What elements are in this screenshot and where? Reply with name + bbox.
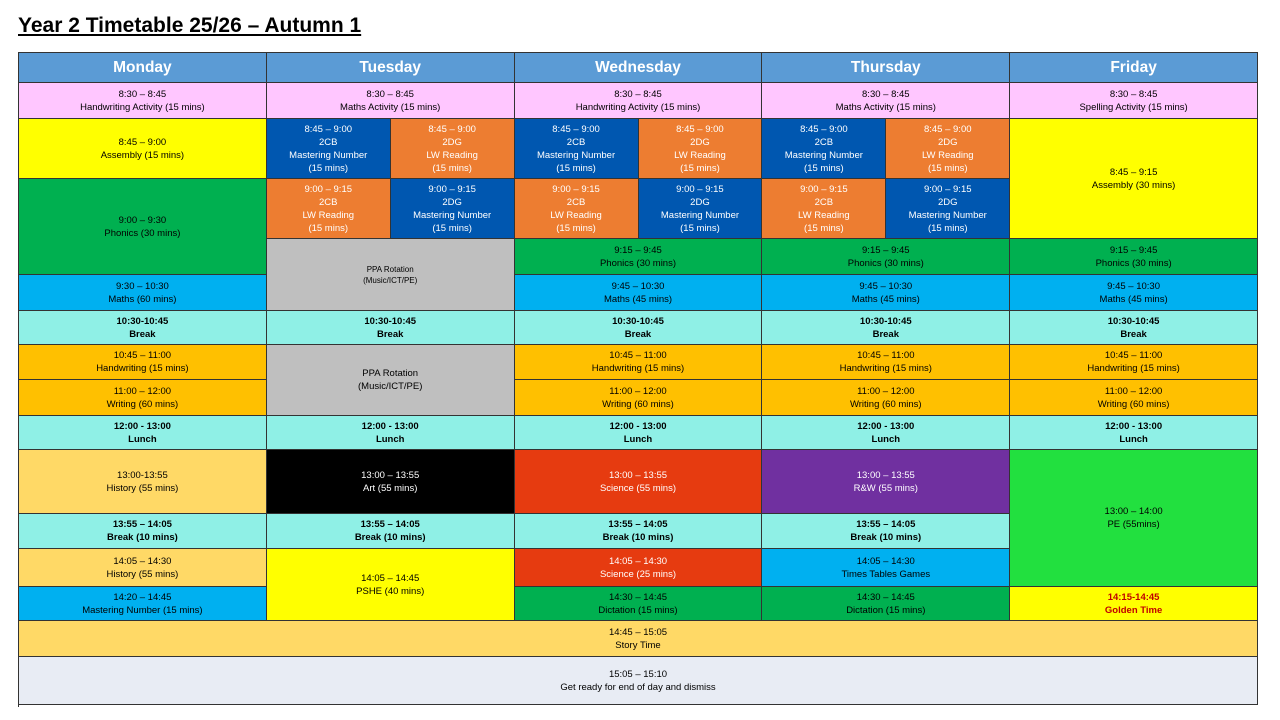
slot-wed-lunch [515, 416, 763, 450]
slot-activity: Mastering Number [536, 149, 616, 161]
slot-time: 13:55 – 14:05 [608, 519, 668, 530]
slot-activity: Get ready for end of day and dismiss [560, 681, 716, 693]
slot-time: 9:00 – 9:15 [552, 183, 600, 195]
slot-class: 2DG [442, 196, 462, 208]
slot-tue-2dg-0845 [391, 119, 515, 179]
slot-activity: Phonics (30 mins) [599, 257, 676, 269]
slot-thu-lunch [762, 416, 1010, 450]
slot-time: 9:15 – 9:45 [862, 244, 910, 256]
slot-time: 13:00 – 14:00 [1104, 506, 1163, 517]
slot-time: 12:00 - 13:00 [113, 420, 171, 432]
slot-time: 9:00 – 9:15 [428, 183, 476, 195]
slot-activity: Mastering Number [413, 209, 492, 221]
slot-time: 9:00 – 9:15 [923, 183, 972, 195]
slot-tue-break [267, 311, 515, 345]
slot-activity: Break [129, 328, 156, 340]
slot-time: 14:15-14:45 [1107, 591, 1160, 603]
slot-time: 10:45 – 11:00 [1104, 350, 1163, 361]
slot-activity: Maths (60 mins) [108, 293, 177, 305]
slot-time: 9:00 – 9:15 [304, 183, 353, 195]
slot-wed-break2 [515, 514, 763, 549]
slot-activity: Writing (60 mins) [849, 398, 922, 410]
slot-activity: Mastering Number [660, 209, 740, 221]
slot-activity: Handwriting (15 mins) [96, 363, 189, 374]
slot-time: 10:30-10:45 [1107, 315, 1160, 327]
slot-time: 10:30-10:45 [612, 315, 664, 327]
slot-time: 14:05 – 14:30 [608, 555, 668, 567]
slot-detail: (Music/ICT/PE) [358, 381, 423, 392]
slot-time: 14:30 – 14:45 [608, 591, 668, 603]
slot-time: 8:30 – 8:45 [366, 88, 414, 100]
slot-activity: Handwriting (15 mins) [839, 363, 932, 374]
slot-activity: Assembly (30 mins) [1091, 179, 1176, 191]
slot-activity: LW Reading [674, 149, 726, 161]
header-tuesday: Tuesday [267, 53, 515, 83]
slot-activity: Phonics (30 mins) [104, 227, 181, 239]
slot-fri-0830 [1010, 83, 1258, 119]
slot-duration: (15 mins) [308, 162, 349, 174]
slot-activity: Break (10 mins) [354, 532, 426, 543]
slot-time: 13:00 – 13:55 [608, 469, 668, 481]
slot-time: 14:20 – 14:45 [113, 591, 172, 603]
slot-time: 13:55 – 14:05 [112, 519, 172, 530]
slot-time: 12:00 - 13:00 [609, 420, 667, 432]
header-wednesday: Wednesday [515, 53, 763, 83]
slot-fri-writing [1010, 380, 1258, 416]
slot-time: 14:05 – 14:30 [856, 555, 915, 567]
slot-wed-break [515, 311, 763, 345]
slot-activity: Break [376, 328, 404, 340]
slot-detail: (Music/ICT/PE) [363, 275, 418, 285]
slot-class: 2CB [566, 196, 586, 208]
slot-wed-0830 [515, 83, 763, 119]
slot-activity: Lunch [871, 433, 901, 445]
slot-thu-break2 [762, 514, 1010, 549]
slot-time: 13:00-13:55 [117, 469, 168, 481]
slot-fri-phonics [1010, 239, 1258, 275]
slot-mon-0830 [19, 83, 267, 119]
slot-mon-phonics [19, 179, 267, 275]
slot-duration: (15 mins) [927, 222, 968, 234]
slot-tue-pshe [267, 549, 515, 621]
slot-activity: PSHE (40 mins) [356, 585, 425, 597]
header-friday: Friday [1010, 53, 1258, 83]
slot-fri-maths [1010, 275, 1258, 311]
slot-time: 12:00 - 13:00 [1105, 420, 1163, 432]
slot-activity: Science (25 mins) [599, 568, 676, 580]
slot-wed-handwriting [515, 345, 763, 380]
slot-time: 8:45 – 9:00 [923, 123, 972, 135]
slot-activity: PE (55mins) [1107, 519, 1160, 530]
slot-activity: PPA Rotation [362, 368, 419, 379]
slot-time: 9:15 – 9:45 [1109, 244, 1158, 256]
slot-mon-history2 [19, 549, 267, 587]
header-monday: Monday [19, 53, 267, 83]
slot-thu-phonics [762, 239, 1010, 275]
slot-activity: Handwriting Activity (15 mins) [80, 101, 205, 113]
slot-wed-2dg-0900 [639, 179, 763, 239]
timetable-grid [18, 52, 1258, 707]
slot-fri-assembly [1010, 119, 1258, 239]
slot-activity: Mastering Number [784, 149, 863, 161]
slot-dismiss [19, 657, 1258, 705]
slot-time: 8:45 – 9:00 [118, 136, 167, 148]
slot-activity: Lunch [375, 433, 405, 445]
slot-mon-break [19, 311, 267, 345]
slot-activity: History (55 mins) [106, 482, 179, 494]
slot-time: 12:00 - 13:00 [857, 420, 915, 432]
slot-fri-golden-time [1010, 587, 1258, 621]
slot-activity: Lunch [623, 433, 653, 445]
slot-duration: (15 mins) [680, 162, 720, 174]
slot-activity: Handwriting (15 mins) [1087, 363, 1180, 374]
slot-class: 2CB [814, 196, 834, 208]
slot-thu-2cb-0845 [762, 119, 886, 179]
slot-thu-writing [762, 380, 1010, 416]
slot-activity: Writing (60 mins) [1097, 398, 1170, 410]
slot-tue-2cb-0845 [267, 119, 391, 179]
slot-activity: Lunch [1119, 433, 1148, 445]
slot-fri-break [1010, 311, 1258, 345]
slot-activity: Maths Activity (15 mins) [835, 101, 936, 113]
slot-activity: Break [1120, 328, 1147, 340]
slot-duration: (15 mins) [927, 162, 968, 174]
slot-activity: Mastering Number (15 mins) [82, 604, 203, 616]
slot-thu-rw [762, 450, 1010, 514]
slot-time: 11:00 – 12:00 [113, 385, 172, 397]
slot-time: 11:00 – 12:00 [609, 385, 667, 397]
slot-tue-art [267, 450, 515, 514]
slot-activity: History (55 mins) [106, 568, 179, 580]
slot-fri-lunch [1010, 416, 1258, 450]
slot-tue-ppa-am [267, 239, 515, 311]
slot-activity: LW Reading [426, 149, 478, 161]
slot-activity: Break [624, 328, 652, 340]
slot-time: 14:05 – 14:30 [113, 555, 172, 567]
slot-class: 2DG [937, 196, 958, 208]
slot-activity: Dictation (15 mins) [846, 604, 926, 616]
slot-duration: (15 mins) [556, 222, 596, 234]
slot-time: 8:30 – 8:45 [118, 88, 167, 100]
slot-time: 10:30-10:45 [364, 315, 417, 327]
slot-activity: Spelling Activity (15 mins) [1079, 101, 1188, 113]
slot-activity: Writing (60 mins) [106, 398, 179, 410]
slot-activity: Break (10 mins) [602, 532, 674, 543]
slot-activity: Phonics (30 mins) [847, 257, 924, 269]
slot-thu-times-tables [762, 549, 1010, 587]
slot-class: 2DG [442, 136, 462, 148]
slot-time: 8:30 – 8:45 [614, 88, 662, 100]
slot-activity: Mastering Number [289, 149, 368, 161]
slot-wed-2dg-0845 [639, 119, 763, 179]
slot-class: 2CB [319, 196, 338, 208]
header-thursday: Thursday [762, 53, 1010, 83]
slot-time: 8:30 – 8:45 [862, 88, 910, 100]
slot-tue-2dg-0900 [391, 179, 515, 239]
slot-activity: Break (10 mins) [107, 532, 178, 543]
slot-tue-lunch [267, 416, 515, 450]
slot-time: 9:45 – 10:30 [1107, 280, 1160, 292]
slot-mon-lunch [19, 416, 267, 450]
slot-mon-break2 [19, 514, 267, 549]
slot-time: 13:00 – 13:55 [856, 469, 915, 481]
slot-class: 2CB [319, 136, 338, 148]
slot-activity: Science (55 mins) [599, 482, 676, 494]
slot-duration: (15 mins) [556, 162, 596, 174]
slot-time: 10:30-10:45 [116, 315, 169, 327]
slot-time: 8:45 – 9:00 [304, 123, 353, 135]
slot-thu-2dg-0900 [886, 179, 1010, 239]
slot-class: 2CB [814, 136, 834, 148]
slot-tue-ppa-late [267, 345, 515, 416]
slot-activity: Handwriting Activity (15 mins) [575, 101, 701, 113]
slot-time: 14:30 – 14:45 [856, 591, 915, 603]
slot-activity: Break (10 mins) [850, 532, 922, 543]
slot-class: 2DG [937, 136, 958, 148]
slot-thu-break [762, 311, 1010, 345]
slot-activity: PPA Rotation [366, 264, 414, 274]
slot-activity: Times Tables Games [841, 568, 931, 580]
slot-mon-assembly [19, 119, 267, 179]
slot-duration: (15 mins) [804, 222, 844, 234]
slot-wed-science2 [515, 549, 763, 587]
slot-time: 9:00 – 9:30 [118, 214, 167, 226]
slot-activity: LW Reading [798, 209, 850, 221]
slot-activity: LW Reading [302, 209, 355, 221]
slot-time: 14:45 – 15:05 [608, 626, 668, 638]
slot-mon-handwriting [19, 345, 267, 380]
slot-wed-2cb-0900 [515, 179, 639, 239]
slot-activity: Art (55 mins) [363, 482, 418, 494]
slot-fri-handwriting [1010, 345, 1258, 380]
slot-class: 2CB [566, 136, 586, 148]
slot-activity: Maths (45 mins) [603, 293, 673, 305]
slot-activity: Writing (60 mins) [602, 398, 674, 410]
slot-activity: Maths Activity (15 mins) [340, 101, 441, 113]
slot-thu-maths [762, 275, 1010, 311]
slot-activity: LW Reading [550, 209, 602, 221]
slot-thu-0830 [762, 83, 1010, 119]
slot-wed-dictation [515, 587, 763, 621]
slot-mon-writing [19, 380, 267, 416]
slot-time: 9:45 – 10:30 [611, 280, 665, 292]
slot-class: 2DG [690, 136, 710, 148]
slot-time: 9:30 – 10:30 [115, 280, 169, 292]
slot-wed-writing [515, 380, 763, 416]
slot-duration: (15 mins) [432, 222, 472, 234]
slot-activity: Phonics (30 mins) [1095, 257, 1172, 269]
slot-duration: (15 mins) [308, 222, 349, 234]
slot-time: 8:30 – 8:45 [1109, 88, 1158, 100]
slot-time: 15:05 – 15:10 [608, 668, 668, 680]
slot-duration: (15 mins) [804, 162, 844, 174]
slot-activity: Dictation (15 mins) [598, 604, 678, 616]
slot-wed-phonics [515, 239, 763, 275]
slot-time: 10:45 – 11:00 [609, 350, 667, 361]
slot-time: 13:55 – 14:05 [856, 519, 916, 530]
page-title: Year 2 Timetable 25/26 – Autumn 1 [18, 14, 362, 37]
slot-time: 8:45 – 9:00 [428, 123, 476, 135]
slot-activity: Mastering Number [908, 209, 987, 221]
slot-thu-2dg-0845 [886, 119, 1010, 179]
slot-activity: Maths (45 mins) [851, 293, 920, 305]
slot-time: 10:30-10:45 [859, 315, 912, 327]
slot-activity: Break [872, 328, 899, 340]
slot-time: 8:45 – 9:00 [676, 123, 724, 135]
slot-time: 11:00 – 12:00 [857, 385, 915, 397]
slot-duration: (15 mins) [680, 222, 720, 234]
slot-time: 14:05 – 14:45 [361, 572, 420, 584]
slot-time: 13:55 – 14:05 [360, 519, 420, 530]
slot-activity: Maths (45 mins) [1099, 293, 1168, 305]
slot-activity: Story Time [615, 639, 661, 651]
slot-class: 2DG [690, 196, 710, 208]
slot-time: 12:00 - 13:00 [361, 420, 419, 432]
slot-mon-maths [19, 275, 267, 311]
slot-tue-0830 [267, 83, 515, 119]
slot-wed-science [515, 450, 763, 514]
slot-activity: Assembly (15 mins) [100, 149, 185, 161]
slot-story-time [19, 621, 1258, 657]
slot-time: 11:00 – 12:00 [1104, 385, 1163, 397]
slot-thu-dictation [762, 587, 1010, 621]
slot-time: 9:00 – 9:15 [800, 183, 848, 195]
slot-mon-history [19, 450, 267, 514]
slot-activity: Handwriting (15 mins) [591, 363, 685, 374]
slot-time: 10:45 – 11:00 [113, 350, 172, 361]
slot-time: 13:00 – 13:55 [361, 469, 420, 481]
slot-fri-pe [1010, 450, 1258, 587]
slot-thu-2cb-0900 [762, 179, 886, 239]
slot-activity: LW Reading [921, 149, 974, 161]
slot-time: 10:45 – 11:00 [857, 350, 915, 361]
slot-wed-2cb-0845 [515, 119, 639, 179]
slot-time: 8:45 – 9:00 [800, 123, 848, 135]
slot-time: 8:45 – 9:15 [1109, 166, 1158, 178]
slot-activity: Golden Time [1104, 604, 1163, 616]
slot-time: 9:45 – 10:30 [859, 280, 913, 292]
slot-tue-break2 [267, 514, 515, 549]
slot-time: 9:00 – 9:15 [676, 183, 724, 195]
slot-activity: R&W (55 mins) [853, 482, 918, 494]
slot-wed-maths [515, 275, 763, 311]
slot-time: 8:45 – 9:00 [552, 123, 600, 135]
slot-mon-mastering-number [19, 587, 267, 621]
slot-duration: (15 mins) [432, 162, 472, 174]
slot-activity: Lunch [128, 433, 157, 445]
slot-tue-2cb-0900 [267, 179, 391, 239]
slot-thu-handwriting [762, 345, 1010, 380]
slot-time: 9:15 – 9:45 [614, 244, 662, 256]
